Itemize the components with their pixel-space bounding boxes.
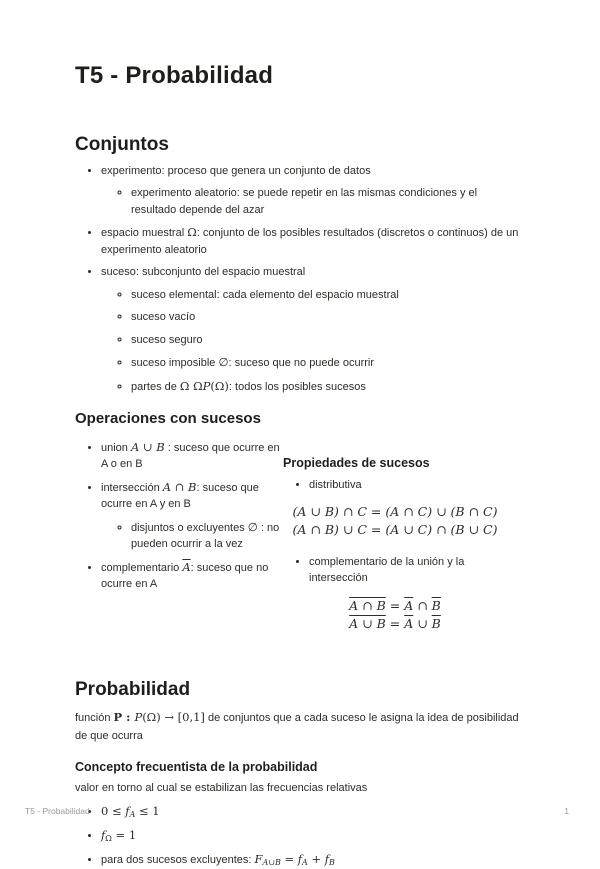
math-var: f [297,852,303,867]
list-item [101,479,283,553]
propiedades-heading: Propiedades de sucesos [283,455,430,470]
bullet-text: espacio muestral [101,227,188,240]
bullet-text: intersección [101,481,163,494]
bullet-text: : suceso que no ocurre en A [101,561,269,591]
math-subscript: Ω [105,834,112,844]
math-subscript: A [129,810,136,820]
bullet-text: disjuntos o excluyentes [131,521,248,534]
probabilidad-intro [75,708,525,745]
bullet-text: complementario [101,561,183,574]
list-item [309,554,525,587]
bullet-text: : suceso que no puede ocurrir [228,357,375,370]
frecuentista-heading: Concepto frecuentista de la probabilidad [75,760,318,775]
demorgan-formulas [283,597,507,635]
formula-line [283,597,507,616]
formula-line [283,615,507,634]
list-item [101,559,283,593]
math-expr: A ∪ B [130,439,165,454]
bullet-text: complementario de la unión y la intersección [309,555,465,585]
math-var: f [324,852,330,867]
list-item [101,827,525,845]
complement-symbol: $\overline{A}$ [182,559,191,574]
sub-list [101,287,525,396]
math-expr: = [385,616,405,632]
bullet-text: : no pueden ocurrir a la vez [131,521,280,551]
list-item [101,224,525,258]
propiedades-column [283,433,525,649]
bullet-text: partes de [131,380,180,393]
bullet-text: experimento: proceso que genera un conjunto de datos [101,164,371,177]
math-var: P [134,710,143,725]
math-expr: ∪ [413,616,432,632]
omega-symbol: Ω [187,225,197,240]
bullet-text: para dos sucesos excluyentes: [101,854,255,867]
math-expr: 0 ≤ [101,804,126,819]
body-text: de conjuntos que a cada suceso le asigna la idea de posibilidad de que ocurra [75,712,519,742]
page-footer [25,804,569,819]
list-item [131,519,283,553]
math-var: f [125,804,130,819]
math-expr: A ∪ B [349,616,386,632]
math-expr: + [307,852,325,867]
math-expr: (Ω) → [0,1] [142,710,205,725]
math-var: P [202,378,211,393]
math-expr: $\overline{A}$ [404,597,414,613]
empty-set-symbol: ∅ [247,519,258,534]
math-expr: $\overline{B}$ [431,616,441,632]
math-subscript: A∪B [262,858,281,868]
math-expr: = [385,597,405,613]
bullet-text: experimento aleatorio: se puede repetir en las mismas condiciones y el resultado depende del azar [131,187,478,216]
section-operaciones-heading: Operaciones con sucesos [75,410,261,428]
operaciones-list [75,439,283,593]
list-item [131,354,525,372]
propiedades-list [283,477,525,494]
math-expr: $\overline{A}$ [404,616,414,632]
bullet-text: suceso seguro [131,333,203,346]
math-var: F [254,852,263,867]
omega-symbol: Ω Ω [179,378,203,393]
list-item [309,477,525,494]
page-title: T5 - Probabilidad [75,62,274,89]
list-item [101,439,283,473]
formula-line: (A ∩ B) ∪ C = (A ∪ C) ∩ (B ∪ C) [292,522,498,538]
math-expr: ∩ [413,597,432,613]
bullet-text: : todos los posibles sucesos [228,380,366,393]
conjuntos-list [75,163,525,396]
list-item [101,163,525,219]
operaciones-column [75,433,283,649]
math-expr: A ∩ B [162,479,197,494]
propiedades-list [283,554,525,587]
bullet-text: distributiva [309,478,362,491]
math-expr: $\overline{B}$ [431,597,441,613]
list-item [101,851,525,869]
math-expr: (Ω) [210,378,229,393]
list-item [131,309,525,326]
list-item [131,185,525,218]
formula-line: (A ∪ B) ∩ C = (A ∩ C) ∪ (B ∩ C) [292,504,498,520]
bullet-text: union [101,441,131,454]
math-expr: = [280,852,298,867]
math-expr: = 1 [111,828,137,843]
bullet-text: suceso vacío [131,311,196,324]
section-probabilidad-heading: Probabilidad [75,679,191,701]
math-subscript: B [329,858,335,868]
list-item [131,378,525,396]
bullet-text: : suceso que ocurre en A o en B [101,441,280,471]
list-item [101,264,525,395]
bullet-text: : suceso que ocurre en A y en B [101,481,259,511]
footer-title: T5 - Probabilidad [25,806,90,816]
two-column-block [75,433,525,649]
frecuentista-desc: valor en torno al cual se estabilizan las frecuencias relativas [75,781,368,794]
list-item [131,287,525,304]
list-item [131,332,525,349]
math-subscript: A [302,858,308,868]
sub-list [101,519,283,553]
body-text: función [75,712,114,725]
distributiva-formulas [283,503,507,539]
math-expr: ≤ 1 [135,804,160,819]
bullet-text: suceso imposible [131,357,219,370]
section-conjuntos-heading: Conjuntos [75,133,169,155]
bullet-text: : conjunto de los posibles resultados (discretos o continuos) de un experimento aleatorio [101,227,519,256]
math-var: f [101,828,106,843]
sub-list [101,185,525,218]
bullet-text: suceso: subconjunto del espacio muestral [101,266,306,279]
empty-set-symbol: ∅ [218,355,229,370]
bullet-text: suceso elemental: cada elemento del espacio muestral [131,288,399,301]
math-expr: A ∩ B [349,597,386,613]
page-number: 1 [564,806,569,816]
math-expr: P : [113,710,135,725]
